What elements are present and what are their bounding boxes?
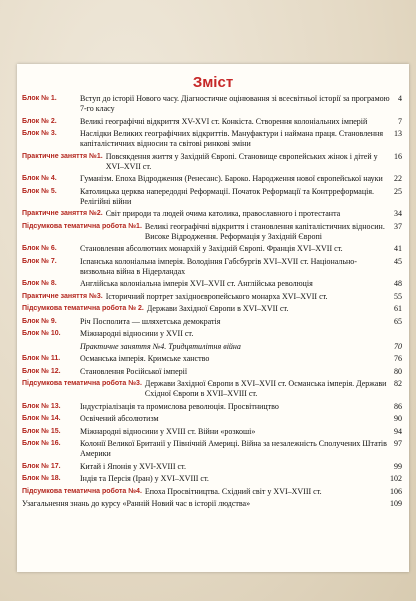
toc-entry-title: Католицька церква напередодні Реформації. Початок Реформації та Контрреформація. Релігійні війни <box>80 186 375 206</box>
toc-entry-text <box>80 187 402 207</box>
toc-entry-label: Блок № 17. <box>22 462 61 470</box>
toc-entry-text <box>145 379 402 399</box>
toc-entry-page: 4 <box>398 94 402 103</box>
toc-entry-label: Блок № 11. <box>22 355 61 362</box>
toc-entry-label: Блок № 1. <box>22 95 57 102</box>
toc-entry-label: Блок № 18. <box>22 475 61 482</box>
toc-entry[interactable] <box>22 94 402 114</box>
toc-final-text: Узагальнення знань до курсу «Ранній Новий час в історії людства» <box>22 499 251 508</box>
toc-entry-label: Підсумкова тематична робота №4. <box>22 487 142 495</box>
toc-entry-title: Англійська колоніальна імперія XVI–XVII ст. Англійська революція <box>80 279 313 288</box>
toc-entry-title: Вступ до історії Нового часу. Діагностичне оцінювання зі всесвітньої історії за програмою 7-го класу <box>80 94 390 113</box>
toc-entry-label: Підсумкова тематична робота №3. <box>22 380 142 387</box>
toc-entry-page: 61 <box>394 304 402 313</box>
toc-entry[interactable] <box>22 329 402 339</box>
toc-entry-page: 34 <box>394 209 402 218</box>
toc-entry[interactable] <box>22 209 402 219</box>
toc-entry-page: 80 <box>394 366 402 376</box>
toc-entry-title: Держави Західної Європи в XVI–XVII ст. <box>146 304 289 313</box>
toc-entry-text <box>80 367 402 377</box>
toc-final-page: 109 <box>390 499 402 508</box>
toc-entry-title: Річ Посполита — шляхетська демократія <box>80 316 221 326</box>
toc-entry-label: Практичне заняття №3. <box>22 292 103 300</box>
toc-entry-label: Блок № 14. <box>22 415 61 422</box>
toc-entry-title: Індустріалізація та промислова революція. Просвітництво <box>80 401 279 411</box>
toc-entry-page: 45 <box>394 256 402 266</box>
toc-entry-label: Блок № 3. <box>22 130 57 137</box>
toc-entry-page: 97 <box>394 439 402 448</box>
toc-entry[interactable] <box>22 427 402 437</box>
toc-entry-label: Блок № 15. <box>22 427 61 435</box>
toc-entry-page: 13 <box>394 129 402 138</box>
toc-entry-page: 25 <box>394 186 402 196</box>
toc-entry-title: Османська імперія. Кримське ханство <box>80 354 210 363</box>
toc-entry-label: Підсумкова тематична робота №1. <box>22 222 142 230</box>
toc-entry[interactable] <box>22 342 402 352</box>
toc-entry-label: Практичне заняття №2. <box>22 210 103 217</box>
toc-entry-text <box>80 129 402 149</box>
page-title: Зміст <box>192 74 234 91</box>
toc-entry-text <box>145 487 402 497</box>
toc-entry-page: 99 <box>394 461 402 471</box>
toc-entry[interactable] <box>22 222 402 242</box>
toc-entry[interactable] <box>22 292 402 302</box>
toc-entry-page: 55 <box>394 291 402 301</box>
toc-entry-text <box>80 439 402 459</box>
toc-entry[interactable] <box>22 117 402 127</box>
toc-entry-text <box>80 402 402 412</box>
toc-entry-label: Блок № 7. <box>22 257 57 265</box>
toc-entry-title: Наслідки Великих географічних відкриттів. Мануфактури і наймана праця. Становлення капіталістичних відносин та світові ринкові зміни <box>80 129 384 148</box>
toc-entry[interactable] <box>22 367 402 377</box>
toc-list <box>22 94 402 509</box>
toc-entry-title: Історичний портрет західноєвропейського монарха XVI–XVII ст. <box>105 291 328 301</box>
toc-entry-page: 41 <box>394 244 402 253</box>
toc-entry-page: 94 <box>394 426 402 436</box>
toc-entry[interactable] <box>22 317 402 327</box>
toc-entry-text <box>80 117 402 127</box>
toc-entry-title: Повсякдення життя у Західній Європі. Становище європейських жінок і дітей у XVI–XVII ст. <box>105 151 378 171</box>
toc-entry-text <box>80 257 402 277</box>
toc-entry-page: 70 <box>394 341 402 351</box>
toc-entry-title: Освічений абсолютизм <box>80 414 159 423</box>
toc-entry-page: 76 <box>394 354 402 363</box>
toc-entry-text <box>80 317 402 327</box>
toc-entry-title: Держави Західної Європи в XVI–XVII ст. Османська імперія. Держави Східної Європи в XVII–XVIII ст. <box>144 379 387 398</box>
toc-entry-text <box>80 329 402 339</box>
toc-entry-label: Блок № 8. <box>22 280 57 287</box>
toc-entry-title: Епоха Просвітництва. Східний світ у XVI–XVIII ст. <box>144 486 322 496</box>
toc-entry-title: Китай і Японія у XVI-XVIII ст. <box>80 461 186 471</box>
toc-entry-title: Міжнародні відносини у XVII ст. <box>80 329 194 338</box>
toc-page <box>17 64 409 572</box>
toc-entry-page: 82 <box>394 379 402 388</box>
toc-entry-text <box>106 209 402 219</box>
toc-entry-text <box>80 279 402 289</box>
toc-entry-title: Колонії Великої Британії у Північній Америці. Війна за незалежність Сполучених Штатів Америки <box>80 439 387 458</box>
toc-entry-title: Світ природи та людей очима католика, православного і протестанта <box>105 209 341 218</box>
toc-entry-title: Іспанська колоніальна імперія. Володіння Габсбургів XVI–XVII ст. Національно-визвольна війна в Нідерландах <box>80 256 357 276</box>
toc-entry-label: Практичне заняття №1. <box>22 152 103 160</box>
toc-entry-text <box>80 427 402 437</box>
toc-entry[interactable] <box>22 354 402 364</box>
toc-entry-label: Блок № 10. <box>22 330 61 337</box>
toc-entry-text <box>145 222 402 242</box>
toc-entry[interactable] <box>22 279 402 289</box>
toc-entry-text <box>80 354 402 364</box>
toc-entry-page: 90 <box>394 414 402 423</box>
toc-entry-text <box>80 244 402 254</box>
toc-entry[interactable] <box>22 439 402 459</box>
toc-entry-text <box>80 414 402 424</box>
toc-entry-text <box>80 94 402 114</box>
toc-entry-title: Міжнародні відносини у XVIII ст. Війни «розкоші» <box>80 426 256 436</box>
toc-entry[interactable] <box>22 487 402 497</box>
toc-entry-text <box>80 174 402 184</box>
toc-entry-text <box>106 292 402 302</box>
toc-entry-label: Блок № 12. <box>22 367 61 375</box>
toc-entry[interactable] <box>22 174 402 184</box>
toc-entry-page: 22 <box>394 174 402 183</box>
toc-entry-title: Гуманізм. Епоха Відродження (Ренесанс). Бароко. Народження нової європейської науки <box>80 174 383 183</box>
toc-entry-label: Блок № 4. <box>22 175 57 182</box>
toc-entry-text <box>80 474 402 484</box>
toc-entry-label: Блок № 13. <box>22 402 61 410</box>
toc-entry[interactable] <box>22 474 402 484</box>
toc-entry-title: Практичне заняття №4. Тридцятилітня війна <box>80 341 241 351</box>
toc-entry-text <box>80 462 402 472</box>
toc-entry[interactable] <box>22 304 402 314</box>
toc-entry-title: Індія та Персія (Іран) у XVI–XVIII ст. <box>80 474 209 483</box>
toc-entry-label: Блок № 5. <box>22 187 57 195</box>
toc-entry[interactable] <box>22 414 402 424</box>
toc-entry-title: Великі географічні відкриття і становлення капіталістичних відносин. Високе Відродження. Реформація у Західній Європі <box>144 221 385 241</box>
toc-entry-text <box>80 342 402 352</box>
toc-entry-page: 86 <box>394 401 402 411</box>
toc-entry[interactable] <box>22 257 402 277</box>
toc-entry-title: Становлення абсолютних монархій у Західній Європі. Франція XVI–XVII ст. <box>80 244 343 253</box>
toc-entry-page: 16 <box>394 151 402 161</box>
toc-entry-label: Підсумкова тематична робота № 2. <box>22 305 144 312</box>
toc-entry-page: 106 <box>390 486 402 496</box>
toc-entry-page: 65 <box>394 316 402 326</box>
toc-entry-page: 7 <box>398 116 402 126</box>
toc-entry[interactable] <box>22 402 402 412</box>
toc-entry-label: Блок № 16. <box>22 440 61 447</box>
toc-entry-page: 37 <box>394 221 402 231</box>
toc-entry-text <box>147 304 402 314</box>
toc-entry-label: Блок № 2. <box>22 117 57 125</box>
toc-entry[interactable] <box>22 244 402 254</box>
toc-entry-title: Великі географічні відкриття XV-XVI ст. Конкіста. Створення колоніальних імперій <box>80 116 368 126</box>
toc-entry[interactable] <box>22 152 402 172</box>
toc-entry[interactable] <box>22 462 402 472</box>
toc-entry[interactable] <box>22 379 402 399</box>
toc-entry[interactable] <box>22 187 402 207</box>
toc-entry-title: Становлення Російської імперії <box>80 366 188 376</box>
toc-entry[interactable] <box>22 129 402 149</box>
toc-entry-label: Блок № 9. <box>22 317 57 325</box>
toc-entry-page: 102 <box>390 474 402 483</box>
toc-final-entry[interactable] <box>22 499 402 509</box>
toc-entry-page: 48 <box>394 279 402 288</box>
toc-entry-text <box>106 152 402 172</box>
toc-entry-label: Блок № 6. <box>22 245 57 252</box>
